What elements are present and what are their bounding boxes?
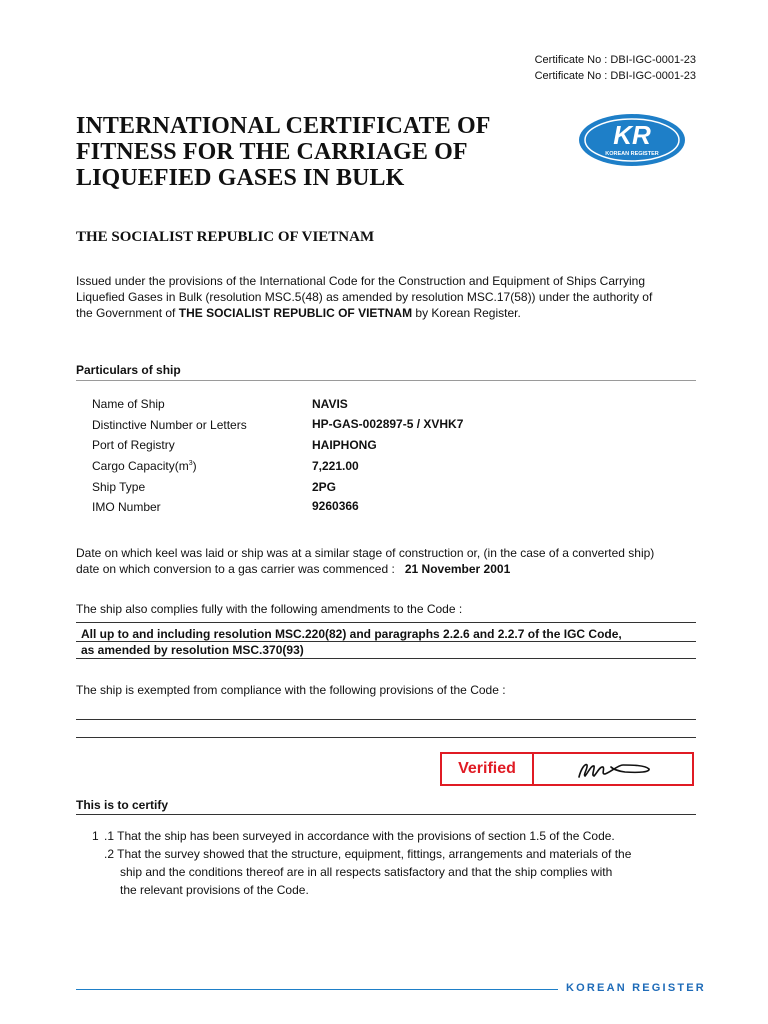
footer-brand: KOREAN REGISTER (566, 982, 706, 994)
footer-divider (76, 989, 558, 990)
particular-label-capacity (92, 459, 197, 473)
divider (76, 641, 696, 642)
divider (76, 719, 696, 720)
issued-line-1: Issued under the provisions of the International Code for the Construction and Equipment of Ships Carrying (76, 274, 645, 288)
signature (534, 754, 692, 784)
capacity-label-text: Cargo Capacity(m (92, 459, 189, 473)
certify-item-2-line-2: ship and the conditions thereof are in all respects satisfactory and that the ship complies with (120, 865, 613, 879)
keel-date-paragraph (76, 545, 696, 577)
keel-date: 21 November 2001 (404, 562, 511, 576)
issued-line-3 (76, 305, 696, 321)
signature-icon (563, 755, 663, 783)
certificate-number: Certificate No : DBI-IGC-0001-23 (534, 54, 696, 66)
keel-line-2-text: date on which conversion to a gas carrier was commenced : (76, 562, 395, 576)
issued-authority: THE SOCIALIST REPUBLIC OF VIETNAM (178, 306, 413, 320)
title-line-2: FITNESS FOR THE CARRIAGE OF (76, 139, 468, 165)
verified-label: Verified (442, 754, 534, 784)
particular-value-imo: 9260366 (312, 499, 359, 513)
amendments-intro: The ship also complies fully with the following amendments to the Code : (76, 602, 463, 616)
capacity-unit-exponent: 3 (188, 460, 193, 467)
certificate-number-duplicate: Certificate No : DBI-IGC-0001-23 (534, 70, 696, 82)
exemptions-intro: The ship is exempted from compliance with the following provisions of the Code : (76, 683, 506, 697)
particular-value-name: NAVIS (312, 397, 348, 411)
particular-value-capacity: 7,221.00 (312, 459, 359, 473)
amendment-line-1: All up to and including resolution MSC.220(82) and paragraphs 2.2.6 and 2.2.7 of the IGC Code, (81, 627, 622, 641)
verified-stamp (440, 752, 694, 786)
certify-item-1: .1 That the ship has been surveyed in accordance with the provisions of section 1.5 of the Code. (104, 829, 615, 843)
divider (76, 658, 696, 659)
certificate-title (76, 113, 546, 191)
title-line-1: INTERNATIONAL CERTIFICATE OF (76, 113, 491, 139)
certify-number: 1 (92, 829, 99, 843)
divider (76, 622, 696, 623)
divider (76, 737, 696, 738)
logo-mark: KR (613, 120, 651, 150)
issued-line-2: Liquefied Gases in Bulk (resolution MSC.5(48) as amended by resolution MSC.17(58)) under the authority of (76, 290, 653, 304)
certify-item-2-line-1: .2 That the survey showed that the structure, equipment, fittings, arrangements and materials of the (104, 847, 632, 861)
certify-item-2-line-3: the relevant provisions of the Code. (120, 883, 309, 897)
particular-value-type: 2PG (312, 480, 337, 494)
korean-register-logo (577, 112, 687, 168)
issued-line-3-prefix: the Government of (76, 306, 179, 320)
issued-line-3-suffix: by Korean Register. (412, 306, 521, 320)
divider (76, 814, 696, 815)
particular-label-distinctive: Distinctive Number or Letters (92, 418, 247, 432)
particular-label-imo: IMO Number (92, 500, 161, 514)
amendment-line-2: as amended by resolution MSC.370(93) (81, 643, 304, 657)
keel-line-2 (76, 561, 696, 577)
issuing-country: THE SOCIALIST REPUBLIC OF VIETNAM (76, 229, 375, 245)
title-line-3: LIQUEFIED GASES IN BULK (76, 165, 405, 191)
divider (76, 380, 696, 381)
particular-label-type: Ship Type (92, 480, 146, 494)
certify-heading: This is to certify (76, 798, 169, 812)
particular-label-name: Name of Ship (92, 397, 165, 411)
particular-value-port: HAIPHONG (312, 438, 377, 452)
issued-paragraph (76, 273, 696, 321)
logo-subtitle: KOREAN REGISTER (605, 151, 659, 157)
particulars-heading: Particulars of ship (76, 363, 181, 377)
capacity-label-tail: ) (192, 459, 197, 473)
particular-label-port: Port of Registry (92, 438, 175, 452)
keel-line-1: Date on which keel was laid or ship was at a similar stage of construction or, (in the case of a converted ship) (76, 546, 655, 560)
particular-value-distinctive: HP-GAS-002897-5 / XVHK7 (312, 417, 464, 431)
